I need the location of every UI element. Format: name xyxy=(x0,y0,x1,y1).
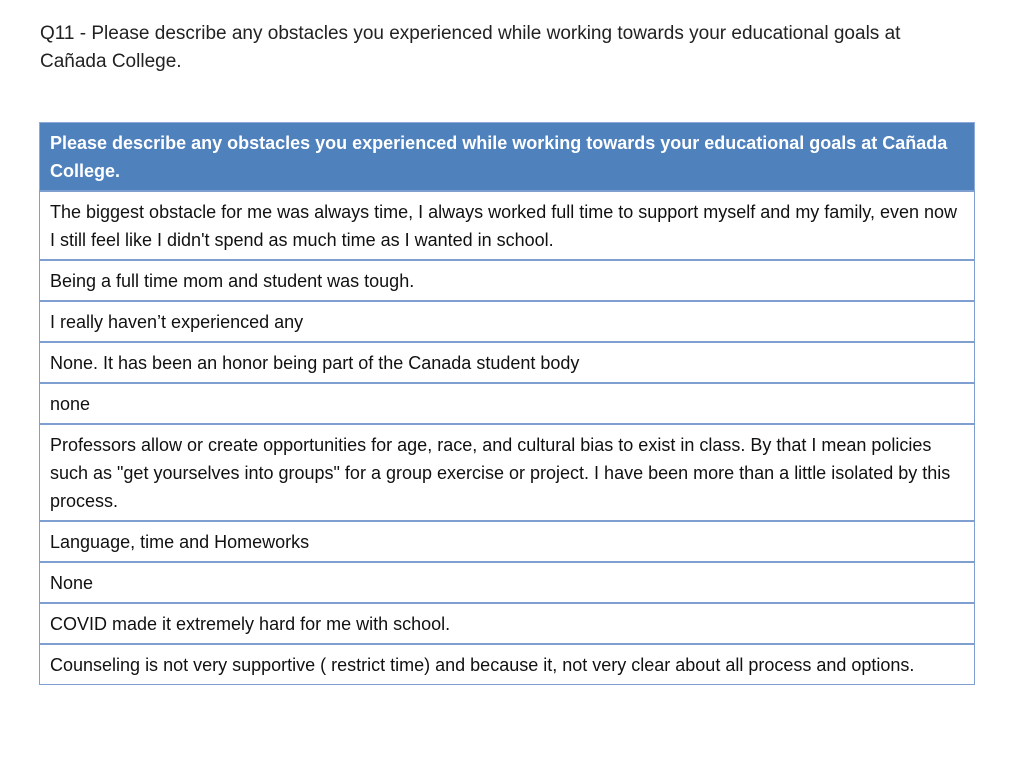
table-row xyxy=(40,562,975,603)
table-row xyxy=(40,301,975,342)
table-header-cell: Please describe any obstacles you experienced while working towards your educational goals at Cañada College. xyxy=(40,123,975,192)
responses-table xyxy=(39,122,975,685)
response-cell: Counseling is not very supportive ( restrict time) and because it, not very clear about all process and options. xyxy=(40,644,975,685)
response-cell: Language, time and Homeworks xyxy=(40,521,975,562)
response-cell: I really haven’t experienced any xyxy=(40,301,975,342)
response-cell: COVID made it extremely hard for me with school. xyxy=(40,603,975,644)
response-cell: None. It has been an honor being part of the Canada student body xyxy=(40,342,975,383)
page-title: Q11 - Please describe any obstacles you experienced while working towards your educational goals at Cañada College. xyxy=(40,23,901,72)
response-cell: none xyxy=(40,383,975,424)
table-row xyxy=(40,383,975,424)
table-row xyxy=(40,644,975,685)
table-row xyxy=(40,603,975,644)
responses-table-container xyxy=(39,122,975,685)
table-row xyxy=(40,424,975,521)
response-cell: The biggest obstacle for me was always time, I always worked full time to support myself and my family, even now I still feel like I didn't spend as much time as I wanted in school. xyxy=(40,191,975,260)
response-cell: Professors allow or create opportunities for age, race, and cultural bias to exist in class. By that I mean policies such as "get yourselves into groups" for a group exercise or project. I have been more than a little isolated by this process. xyxy=(40,424,975,521)
response-cell: Being a full time mom and student was tough. xyxy=(40,260,975,301)
table-row xyxy=(40,342,975,383)
table-row xyxy=(40,191,975,260)
table-header-row xyxy=(40,123,975,192)
response-cell: None xyxy=(40,562,975,603)
table-row xyxy=(40,260,975,301)
table-row xyxy=(40,521,975,562)
